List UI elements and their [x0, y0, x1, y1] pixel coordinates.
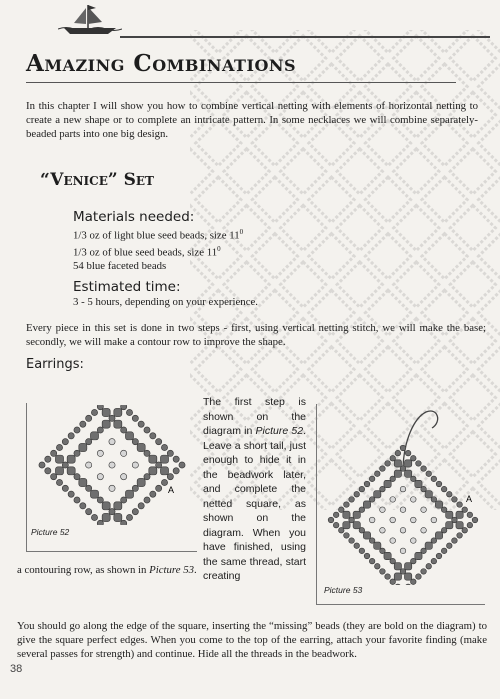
material-item: 1/3 oz of blue seed beads, size $11^0$ — [73, 245, 221, 259]
bead — [132, 439, 138, 445]
bead — [109, 415, 115, 421]
bead — [86, 439, 92, 445]
bead — [400, 527, 406, 533]
bead — [156, 485, 162, 491]
bead — [161, 444, 167, 450]
bead — [400, 507, 406, 513]
bead — [431, 558, 437, 564]
figure-53-marker: A — [466, 494, 473, 504]
bead — [421, 527, 427, 533]
bead — [364, 481, 370, 487]
bead — [405, 470, 412, 477]
bead — [45, 468, 51, 474]
bead — [405, 450, 411, 456]
bead — [410, 538, 416, 544]
header-rule — [120, 36, 490, 38]
bead — [137, 443, 145, 451]
bead — [380, 527, 386, 533]
set-title: “Venice” Set — [40, 170, 154, 190]
bead — [86, 509, 92, 515]
bead — [74, 427, 80, 433]
bead — [167, 474, 173, 480]
bead — [144, 497, 150, 503]
contour-row-text: a contouring row, as shown in Picture 53. — [17, 564, 197, 576]
bead — [102, 502, 110, 510]
bead — [416, 574, 422, 580]
bead — [333, 512, 339, 518]
bead — [86, 462, 92, 468]
bead — [436, 481, 442, 487]
bead — [137, 478, 145, 486]
bead — [179, 462, 185, 468]
edge-instructions-paragraph: You should go along the edge of the square, inserting the “missing” beads (they are bold on the diagram) to give the square perfect edges. When you come to the top of the earring, attach your favorite finding (make several passes for strength) and continue. Hide all the threads in the beadwork. — [17, 620, 487, 660]
materials-list — [73, 226, 243, 274]
bead — [452, 538, 458, 544]
bead — [132, 462, 138, 468]
picture-52-reference: Picture 52 — [255, 425, 304, 437]
chapter-title-rule — [26, 82, 456, 83]
bead — [431, 476, 437, 482]
bead — [452, 497, 458, 503]
bead — [132, 509, 138, 515]
bead — [405, 563, 412, 570]
bead — [102, 513, 110, 521]
bead — [380, 569, 386, 575]
bead — [144, 474, 150, 480]
bead — [421, 466, 427, 472]
bead — [400, 548, 406, 554]
bead — [425, 491, 432, 498]
bead — [150, 433, 156, 439]
bead — [384, 480, 391, 487]
bead — [421, 569, 427, 575]
bead — [62, 462, 68, 468]
figure-52-marker: A — [168, 485, 175, 495]
bead — [446, 511, 453, 518]
bead — [374, 542, 381, 549]
bead — [138, 503, 144, 509]
bead — [121, 474, 127, 480]
bead — [97, 474, 103, 480]
bead — [121, 427, 127, 433]
steps-paragraph: Every piece in this set is done in two steps - first, using vertical netting stitch, we will make the base; secondly, we will make a contour row to improve the shape. — [26, 322, 486, 348]
bead — [462, 527, 468, 533]
bead — [426, 471, 432, 477]
bead — [384, 552, 391, 559]
bead — [55, 455, 63, 463]
bead — [156, 462, 162, 468]
intro-paragraph: In this chapter I will show you how to combine vertical netting with elements of horizontal netting to create a new shape or to complete an intricate pattern. In some necklaces we will combine separately-beaded parts into one big design. — [26, 100, 478, 140]
bead — [79, 443, 87, 451]
bead — [144, 450, 150, 456]
bead — [436, 553, 442, 559]
bead — [446, 543, 452, 549]
bead — [395, 450, 401, 456]
bead — [400, 445, 406, 451]
picture-53-reference: Picture 53 — [149, 564, 195, 576]
bead — [338, 527, 344, 533]
bead — [456, 511, 463, 518]
bead — [421, 507, 427, 513]
bead — [90, 490, 98, 498]
bead — [344, 533, 350, 539]
bead — [369, 476, 375, 482]
estimated-time-heading: Estimated time: — [73, 279, 181, 295]
bead — [160, 467, 168, 475]
bead — [79, 478, 87, 486]
figure-52-caption: Picture 52 — [31, 527, 70, 537]
chapter-title: Amazing Combinations — [26, 50, 297, 77]
bead — [426, 563, 432, 569]
bead — [109, 485, 115, 491]
bead — [363, 532, 370, 539]
bead — [405, 460, 412, 467]
bead — [435, 532, 442, 539]
bead — [132, 485, 138, 491]
bead — [86, 415, 92, 421]
bead — [97, 497, 103, 503]
bead — [167, 450, 173, 456]
bead — [374, 471, 380, 477]
bead — [97, 450, 103, 456]
bead — [97, 520, 103, 525]
bead — [400, 486, 406, 492]
bead — [349, 497, 355, 503]
bead — [121, 450, 127, 456]
bead — [353, 511, 360, 518]
bead — [173, 456, 179, 462]
bead — [390, 497, 396, 503]
bead — [156, 439, 162, 445]
bead — [333, 522, 339, 528]
material-item: 1/3 oz of light blue seed beads, size $11^0$ — [73, 228, 244, 242]
bead — [102, 420, 110, 428]
bead — [39, 462, 45, 468]
figure-52-diagram — [30, 405, 194, 525]
bead — [109, 439, 115, 445]
page-number: 38 — [10, 663, 23, 675]
bead — [343, 522, 350, 529]
bead — [410, 579, 416, 585]
materials-heading: Materials needed: — [73, 209, 195, 225]
first-step-text: The first step is shown on the diagram in Picture 52. Leave a short tail, just enough to hide it in the beadwork later, and complete the netted square, as shown on the diagram. When you have finished, using the same thread, start creating — [203, 396, 306, 582]
bead — [74, 474, 80, 480]
bead — [394, 573, 401, 580]
bead — [467, 522, 473, 528]
bead — [150, 491, 156, 497]
bead — [86, 485, 92, 491]
estimated-time-text: 3 - 5 hours, depending on your experience. — [73, 296, 258, 308]
bead — [390, 538, 396, 544]
bead — [354, 543, 360, 549]
bead — [467, 512, 473, 518]
bead — [390, 579, 396, 585]
bead — [97, 427, 103, 433]
bead — [394, 460, 401, 467]
bead — [374, 563, 380, 569]
bead — [114, 408, 122, 416]
bead — [114, 420, 122, 428]
bead — [394, 563, 401, 570]
bead — [125, 432, 133, 440]
bead — [121, 497, 127, 503]
ear-wire — [403, 411, 438, 468]
bead — [390, 517, 396, 523]
material-item: 54 blue faceted beads — [73, 260, 167, 273]
bead — [62, 485, 68, 491]
bead — [126, 514, 132, 520]
bead — [359, 486, 365, 492]
bead — [80, 503, 86, 509]
bead — [364, 553, 370, 559]
bead — [410, 497, 416, 503]
bead — [126, 409, 132, 415]
bead — [456, 522, 463, 529]
bead — [415, 552, 422, 559]
bead — [353, 522, 360, 529]
bead — [425, 542, 432, 549]
bead — [394, 470, 401, 477]
bead — [385, 574, 391, 580]
bead — [149, 467, 157, 475]
bead — [132, 415, 138, 421]
bead — [369, 558, 375, 564]
bead — [102, 408, 110, 416]
bead — [359, 548, 365, 554]
bead — [55, 467, 63, 475]
bead — [416, 461, 422, 467]
bead — [74, 450, 80, 456]
bead — [161, 479, 167, 485]
bead — [457, 533, 463, 539]
bead — [91, 514, 97, 520]
bead — [45, 456, 51, 462]
figure-53-caption: Picture 53 — [324, 585, 363, 595]
bead — [349, 538, 355, 544]
figure-53-diagram — [318, 390, 484, 585]
bead — [446, 522, 453, 529]
bead — [380, 466, 386, 472]
bead — [457, 502, 463, 508]
bead — [51, 474, 57, 480]
bead — [68, 491, 74, 497]
bead — [472, 517, 478, 523]
bead — [121, 520, 127, 525]
bead — [369, 517, 375, 523]
bead — [68, 433, 74, 439]
bead — [441, 548, 447, 554]
bead — [114, 513, 122, 521]
bead — [74, 497, 80, 503]
bead — [431, 517, 437, 523]
bead — [109, 462, 115, 468]
bead — [109, 509, 115, 515]
bead — [446, 491, 452, 497]
bead — [344, 502, 350, 508]
bead — [67, 455, 75, 463]
bead — [435, 501, 442, 508]
bead — [405, 584, 411, 585]
bead — [173, 468, 179, 474]
bead — [354, 491, 360, 497]
bead — [405, 573, 412, 580]
bead — [328, 517, 334, 523]
bead — [441, 486, 447, 492]
bead — [125, 490, 133, 498]
bead — [363, 501, 370, 508]
bead — [415, 480, 422, 487]
bead — [149, 455, 157, 463]
bead — [56, 444, 62, 450]
bead — [138, 421, 144, 427]
bead — [343, 511, 350, 518]
bead — [380, 507, 386, 513]
bead — [144, 427, 150, 433]
bead — [56, 479, 62, 485]
bead — [374, 491, 381, 498]
bead — [90, 432, 98, 440]
earrings-heading: Earrings: — [26, 357, 84, 372]
sailing-ship-icon — [58, 2, 122, 36]
bead — [395, 584, 401, 585]
bead — [385, 461, 391, 467]
bead — [80, 421, 86, 427]
bead — [51, 450, 57, 456]
bead — [91, 409, 97, 415]
bead — [67, 467, 75, 475]
bead — [410, 517, 416, 523]
bead — [62, 439, 68, 445]
bead — [114, 502, 122, 510]
bead — [160, 455, 168, 463]
